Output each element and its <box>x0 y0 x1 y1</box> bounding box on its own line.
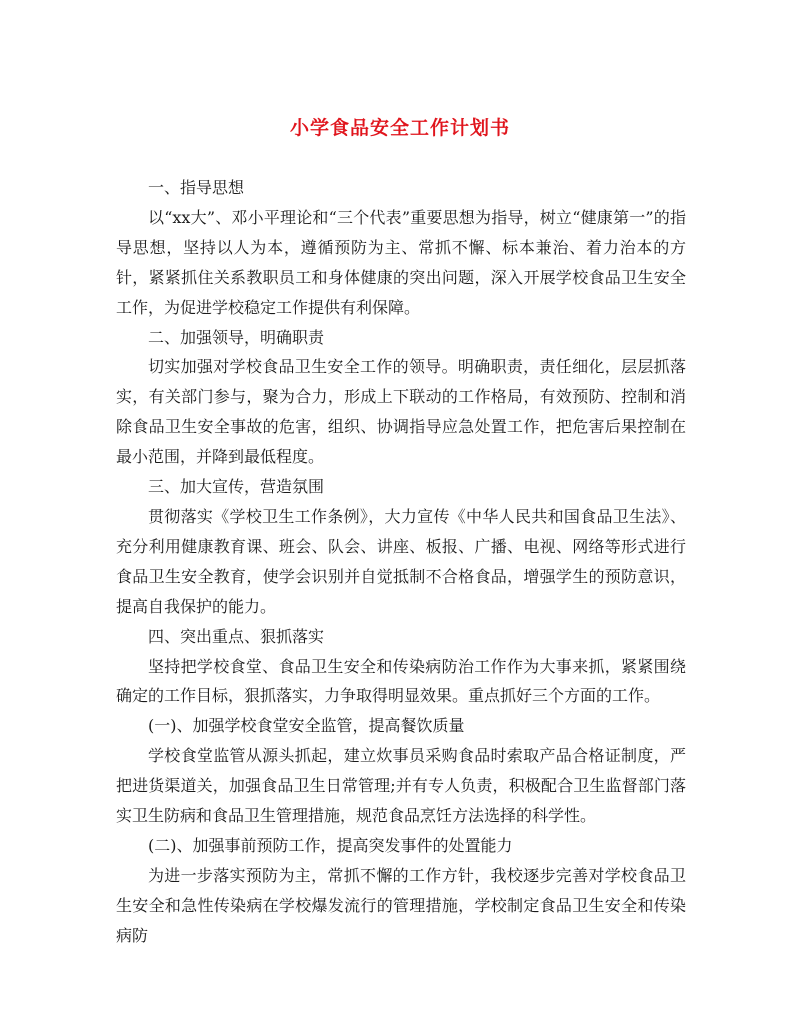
document-title: 小学食品安全工作计划书 <box>289 117 510 139</box>
subsection-heading-canteen: (一)、加强学校食堂安全监管，提高餐饮质量 <box>148 716 465 736</box>
document-body <box>116 173 686 951</box>
section-heading-publicity: 三、加大宣传，营造氛围 <box>148 477 325 497</box>
subsection-heading-prevention: (二)、加强事前预防工作，提高突发事件的处置能力 <box>148 835 513 855</box>
section-heading-guiding-ideology: 一、指导思想 <box>148 178 245 197</box>
paragraph-guiding-ideology: 以“xx大”、邓小平理论和“三个代表”重要思想为指导，树立“健康第一”的指导思想，坚持以人为本，遵循预防为主、常抓不懈、标本兼治、着力治本的方针，紧紧抓住关系教职员工和身体健康的突出问题，深入开展学校食品卫生安全工作，为促进学校稳定工作提供有利保障。 <box>116 207 686 317</box>
section-heading-key-points: 四、突出重点、狠抓落实 <box>148 626 325 646</box>
paragraph-canteen: 学校食堂监管从源头抓起，建立炊事员采购食品时索取产品合格证制度，严把进货渠道关，加强食品卫生日常管理;并有专人负责，积极配合卫生监督部门落实卫生防病和食品卫生管理措施，规范食品烹饪方法选择的科学性。 <box>116 746 686 826</box>
paragraph-leadership: 切实加强对学校食品卫生安全工作的领导。明确职责，责任细化，层层抓落实，有关部门参与，聚为合力，形成上下联动的工作格局，有效预防、控制和消除食品卫生安全事故的危害，组织、协调指导应急处置工作，把危害后果控制在最小范围，并降到最低程度。 <box>116 357 686 467</box>
paragraph-prevention: 为进一步落实预防为主，常抓不懈的工作方针，我校逐步完善对学校食品卫生安全和急性传染病在学校爆发流行的管理措施，学校制定食品卫生安全和传染病防 <box>116 865 686 945</box>
section-heading-leadership: 二、加强领导，明确职责 <box>148 327 325 347</box>
paragraph-key-points: 坚持把学校食堂、食品卫生安全和传染病防治工作作为大事来抓，紧紧围绕确定的工作目标，狠抓落实，力争取得明显效果。重点抓好三个方面的工作。 <box>116 656 686 706</box>
paragraph-publicity: 贯彻落实《学校卫生工作条例》，大力宣传《中华人民共和国食品卫生法》、充分利用健康教育课、班会、队会、讲座、板报、广播、电视、网络等形式进行食品卫生安全教育，使学会识别并自觉抵制不合格食品，增强学生的预防意识，提高自我保护的能力。 <box>116 506 686 616</box>
